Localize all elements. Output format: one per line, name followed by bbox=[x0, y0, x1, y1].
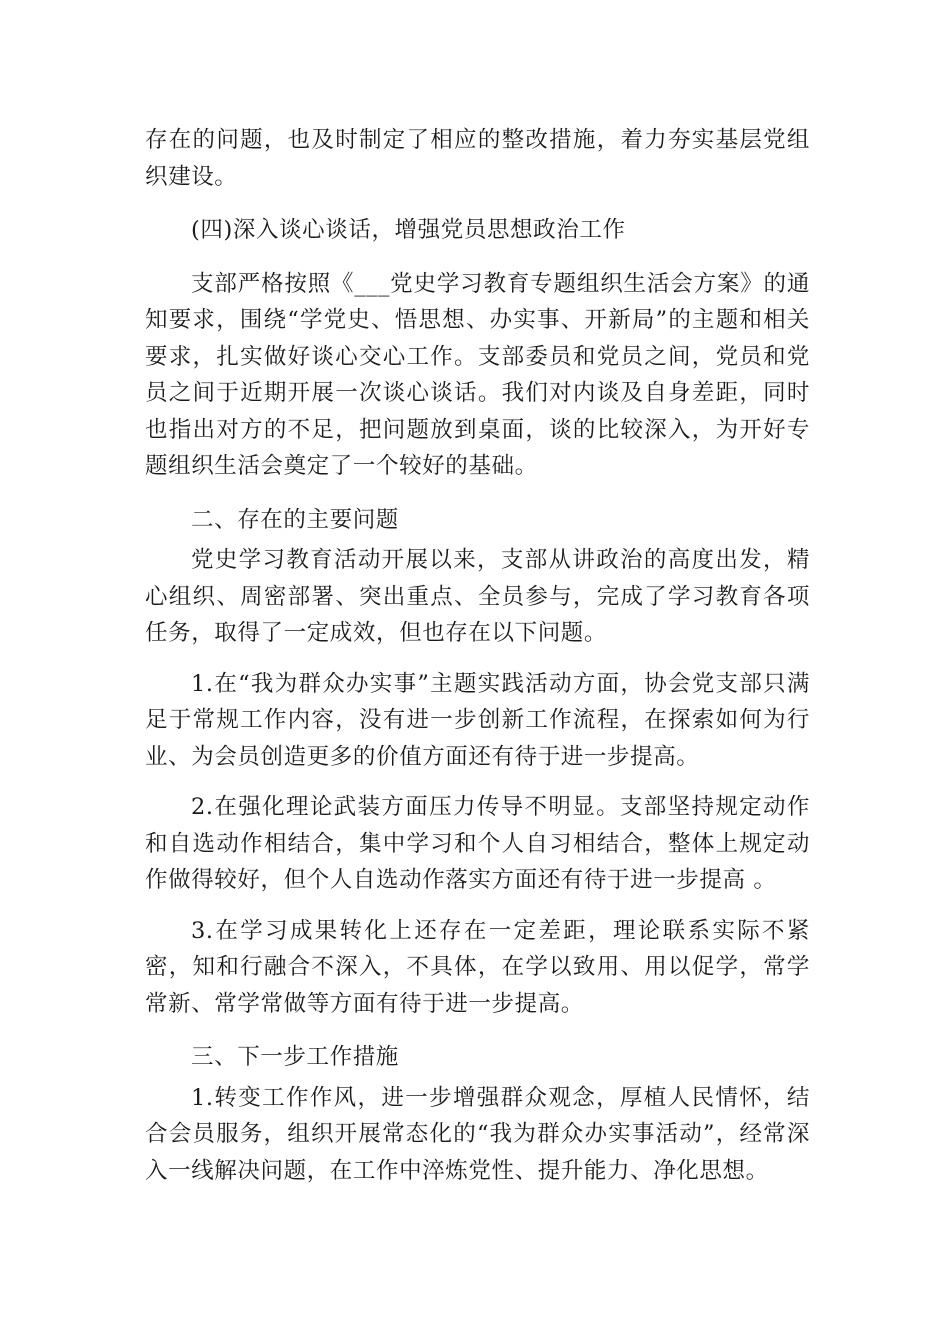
paragraph-talk: 支部严格按照《___党史学习教育专题组织生活会方案》的通知要求，围绕“学党史、悟思想、办实事、开新局”的主题和相关要求，扎实做好谈心交心工作。支部委员和党员之间，党员和党员之间于近期开展一次谈心谈话。我们对内谈及自身差距，同时也指出对方的不足，把问题放到桌面，谈的比较深入，为开好专题组织生活会奠定了一个较好的基础。 bbox=[145, 270, 810, 479]
paragraph-continuation: 存在的问题，也及时制定了相应的整改措施，着力夯实基层党组织建设。 bbox=[145, 127, 810, 190]
document-page bbox=[145, 122, 810, 1189]
paragraph-problem-1: 1.在“我为群众办实事”主题实践活动方面，协会党支部只满足于常规工作内容，没有进一步创新工作流程，在探索如何为行业、为会员创造更多的价值方面还有待于进一步提高。 bbox=[145, 670, 810, 770]
paragraph-measure-1: 1.转变工作作风，进一步增强群众观念，厚植人民情怀，结合会员服务，组织开展常态化的“我为群众办实事活动”，经常深入一线解决问题，在工作中淬炼党性、提升能力、净化思想。 bbox=[145, 1084, 810, 1184]
section-heading-measures: 三、下一步工作措施 bbox=[191, 1044, 399, 1070]
paragraph-problem-3: 3.在学习成果转化上还存在一定差距，理论联系实际不紧密，知和行融合不深入，不具体，在学以致用、用以促学，常学常新、常学常做等方面有待于进一步提高。 bbox=[145, 917, 810, 1017]
paragraph-problem-2: 2.在强化理论武装方面压力传导不明显。支部坚持规定动作和自选动作相结合，集中学习和个人自习相结合，整体上规定动作做得较好，但个人自选动作落实方面还有待于进一步提高 。 bbox=[145, 794, 810, 893]
section-heading-problems: 二、存在的主要问题 bbox=[191, 506, 399, 533]
paragraph-problems-intro: 党史学习教育活动开展以来，支部从讲政治的高度出发，精心组织、周密部署、突出重点、全员参与，完成了学习教育各项任务，取得了一定成效，但也存在以下问题。 bbox=[145, 547, 810, 646]
section-heading-4: (四)深入谈心谈话，增强党员思想政治工作 bbox=[191, 217, 626, 243]
